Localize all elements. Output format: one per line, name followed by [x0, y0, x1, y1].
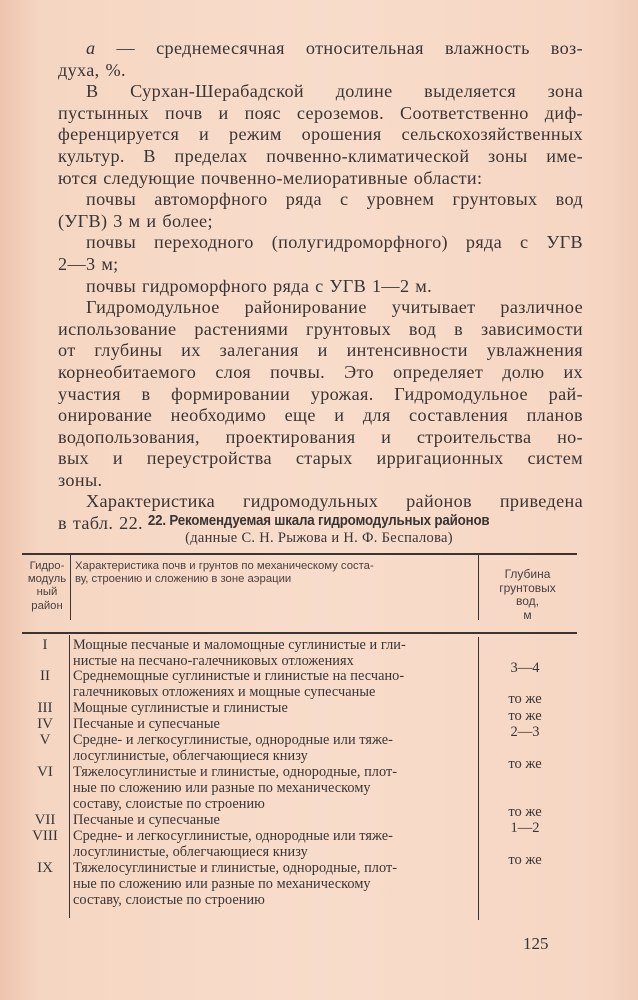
- depth-row-VI: то же: [508, 804, 542, 820]
- text-line: водопользования, проектирования и строительства но-: [58, 426, 583, 447]
- header-depth: Глубина грунтовых вод, м: [499, 567, 556, 622]
- district-IV: IV: [37, 716, 53, 732]
- desc-row-I: Мощные песчаные и маломощные суглинистые и гли- нистые на песчано-галечниковых отложениях: [73, 637, 406, 669]
- text-line: зоны.: [58, 469, 103, 490]
- body-text: [58, 38, 583, 535]
- desc-row-III: Мощные суглинистые и глинистые: [73, 700, 288, 716]
- header-district: Гидро- модуль ный район: [27, 560, 67, 612]
- text-line: В Сурхан-Шерабадской долине выделяется зона: [86, 81, 583, 102]
- depth-row-II: то же: [508, 691, 542, 707]
- text-line: вых и переустройства старых ирригационных систем: [58, 448, 583, 469]
- table-header-rule: [22, 632, 577, 634]
- district-VI: VI: [37, 764, 53, 780]
- text-line: почвы автоморфного ряда с уровнем грунтовых вод: [86, 189, 583, 210]
- depth-row-VII: 1—2: [510, 820, 540, 836]
- text-line: онирование необходимо еще и для составления планов: [58, 405, 583, 426]
- header-characteristics: Характеристика почв и грунтов по механическому соста- ву, строению и сложению в зоне аэрации: [75, 560, 374, 586]
- page-number: 125: [523, 934, 549, 953]
- column-divider-1: [70, 555, 71, 620]
- depth-row-IV: 2—3: [510, 724, 540, 740]
- depth-row-III: то же: [508, 708, 542, 724]
- table-top-rule: [22, 553, 577, 555]
- district-II: II: [40, 668, 50, 684]
- column-divider-1-body: [69, 635, 70, 918]
- table-title: 22. Рекомендуемая шкала гидромодульных районов: [148, 513, 490, 529]
- desc-row-V: Средне- и легкосуглинистые, однородные или тяже- лосуглинистые, облегчающиеся книзу: [73, 732, 393, 764]
- district-I: I: [42, 637, 48, 653]
- text-line: Характеристика гидромодульных районов приведена: [86, 491, 583, 512]
- text-line: в табл. 22.: [58, 513, 143, 534]
- district-VII: VII: [34, 812, 56, 828]
- district-IX: IX: [37, 860, 53, 876]
- variable-a: a: [86, 38, 96, 58]
- desc-row-II: Среднемощные суглинистые и глинистые на песчано- галечниковых отложениях и мощные супесчаные: [73, 668, 405, 700]
- text-line: участия в формировании урожая. Гидромодульное рай-: [58, 383, 583, 404]
- text-line: культур. В пределах почвенно-климатической зоны име-: [58, 145, 583, 166]
- desc-row-IX: Тяжелосуглинистые и глинистые, однородные, плот- ные по сложению или разные по механическому составу, слоистые по строению: [73, 860, 398, 908]
- text-line: корнеобитаемого слоя почвы. Это определяет долю их: [58, 361, 583, 382]
- depth-row-I: 3—4: [510, 660, 540, 676]
- district-III: III: [37, 700, 53, 716]
- desc-row-VIII: Средне- и легкосуглинистые, однородные или тяже- лосуглинистые, облегчающиеся книзу: [73, 828, 393, 860]
- district-VIII: VIII: [32, 828, 58, 844]
- table-caption: [0, 513, 638, 547]
- text-line: ются следующие почвенно-мелиоративные области:: [58, 167, 483, 188]
- text-line: от глубины их залегания и интенсивности увлажнения: [58, 340, 583, 361]
- text-line: духа, %.: [58, 59, 126, 80]
- text-line: (УГВ) 3 м и более;: [58, 210, 213, 231]
- depth-row-V: то же: [508, 756, 542, 772]
- column-divider-2: [478, 555, 479, 620]
- desc-row-IV: Песчаные и супесчаные: [73, 716, 220, 732]
- text-line: ференцируется и режим орошения сельскохозяйственных: [58, 124, 583, 145]
- text-line: a — среднемесячная относительная влажность воз-: [86, 38, 583, 58]
- text-line: использование растениями грунтовых вод в зависимости: [58, 318, 583, 339]
- text-line: пустынных почв и пояс сероземов. Соответственно диф-: [58, 102, 583, 123]
- text-line: Гидромодульное районирование учитывает различное: [86, 297, 583, 318]
- text-line: почвы гидроморфного ряда с УГВ 1—2 м.: [86, 275, 433, 296]
- table-subtitle: (данные С. Н. Рыжова и Н. Ф. Беспалова): [185, 530, 453, 546]
- depth-row-VIII: то же: [508, 852, 542, 868]
- text-line: 2—3 м;: [58, 253, 119, 274]
- text-line: почвы переходного (полугидроморфного) ряда с УГВ: [86, 232, 583, 253]
- desc-row-VI: Тяжелосуглинистые и глинистые, однородные, плот- ные по сложению или разные по механическому составу, слоистые по строению: [73, 764, 398, 812]
- desc-row-VII: Песчаные и супесчаные: [73, 812, 220, 828]
- district-V: V: [39, 732, 51, 748]
